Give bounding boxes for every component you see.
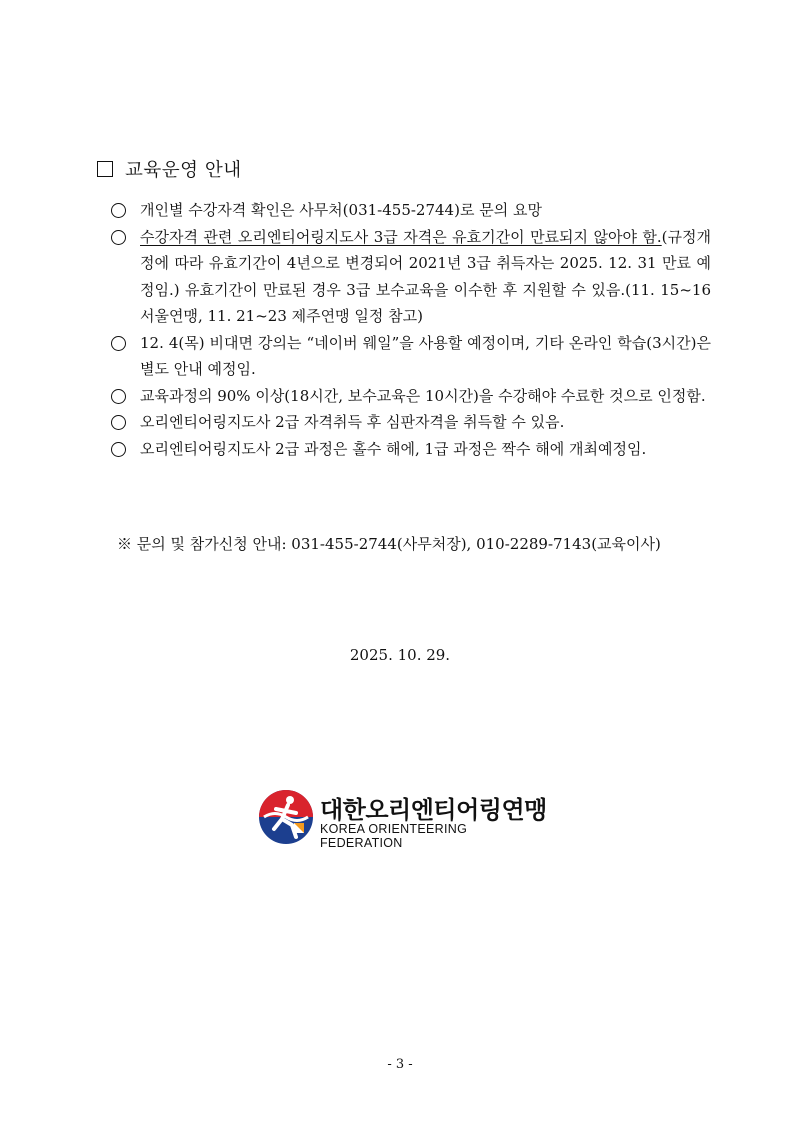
section-title: 교육운영 안내 (125, 160, 242, 181)
bullet-item-schedule (111, 436, 711, 463)
federation-emblem-icon (258, 789, 314, 845)
bullet-text: 교육과정의 90% 이상(18시간, 보수교육은 10시간)을 수강해야 수료한 것으로 인정함. (140, 386, 706, 405)
bullet-text: (규정개정에 따라 유효기간이 4년으로 변경되어 2021년 3급 취득자는 2025. 12. 31 만료 예정임.) 유효기간이 만료된 경우 3급 보수교육을 이수한 후 지원할 수 있음.(11. 15~16 서울연맹, 11. 21~23 제주연맹 일정 참고) (140, 227, 711, 325)
bullet-list (111, 197, 711, 462)
section-heading (97, 156, 242, 182)
circle-bullet-icon (111, 389, 126, 404)
page-number: - 3 - (387, 1057, 413, 1072)
circle-bullet-icon (111, 336, 126, 351)
circle-bullet-icon (111, 442, 126, 457)
bullet-item-completion (111, 383, 711, 410)
logo-name-english: KOREA ORIENTEERING FEDERATION (320, 822, 468, 850)
circle-bullet-icon (111, 230, 126, 245)
bullet-text-underlined: 수강자격 관련 오리엔티어링지도사 3급 자격은 유효기간이 만료되지 않아야 함. (140, 227, 662, 246)
federation-logo (258, 789, 548, 850)
contact-note: ※ 문의 및 참가신청 안내: 031-455-2744(사무처장), 010-2289-7143(교육이사) (117, 535, 661, 553)
bullet-item-contact (111, 197, 711, 224)
bullet-text: 12. 4(목) 비대면 강의는 “네이버 웨일”을 사용할 예정이며, 기타 온라인 학습(3시간)은 별도 안내 예정임. (140, 333, 711, 378)
bullet-item-online-lecture (111, 330, 711, 383)
bullet-item-eligibility (111, 224, 711, 330)
circle-bullet-icon (111, 415, 126, 430)
checkbox-square-icon (97, 161, 113, 177)
logo-name-korean: 대한오리엔티어링연맹 (320, 796, 547, 824)
document-date: 2025. 10. 29. (349, 646, 451, 664)
circle-bullet-icon (111, 203, 126, 218)
bullet-item-referee (111, 409, 711, 436)
bullet-text: 개인별 수강자격 확인은 사무처(031-455-2744)로 문의 요망 (140, 201, 542, 219)
bullet-text: 오리엔티어링지도사 2급 자격취득 후 심판자격을 취득할 수 있음. (140, 413, 565, 431)
bullet-text: 오리엔티어링지도사 2급 과정은 홀수 해에, 1급 과정은 짝수 해에 개최예정임. (140, 439, 647, 458)
